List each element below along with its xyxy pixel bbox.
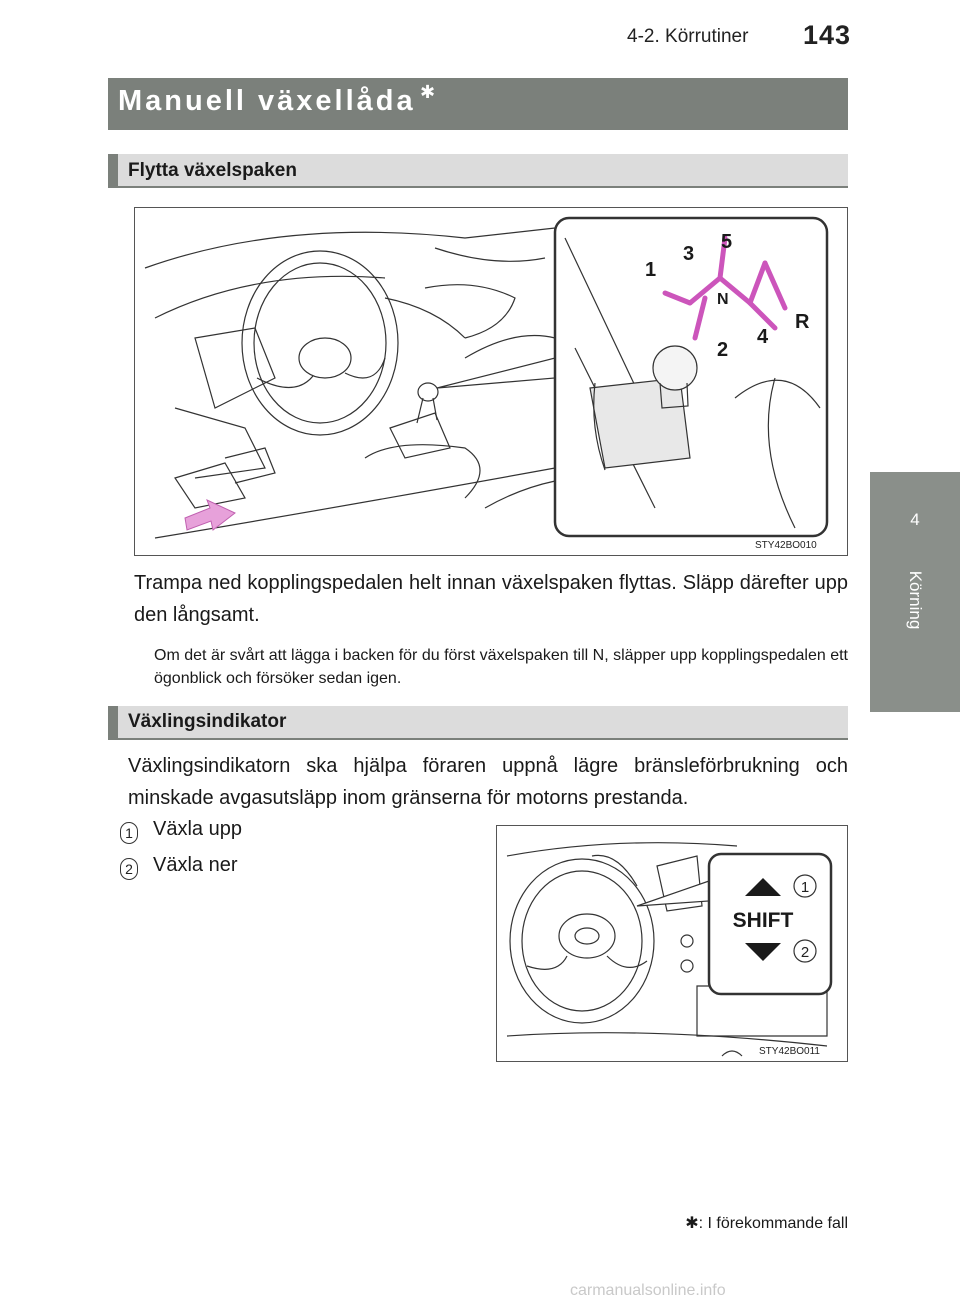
chapter-tab-number: 4 — [910, 510, 920, 529]
list-item: Växla ner — [153, 854, 238, 876]
section-label: 4-2. Körrutiner — [627, 26, 749, 47]
item-number-badge: 2 — [120, 858, 138, 880]
callout-1: 1 — [800, 879, 810, 896]
chapter-tab-label: Körning — [906, 570, 925, 630]
gear-label-4: 4 — [757, 326, 769, 348]
watermark: carmanualsonline.info — [570, 1282, 726, 1299]
gear-shift-drawing — [135, 208, 847, 555]
shift-indicator-illustration — [496, 825, 848, 1062]
section-heading: Flytta växelspaken — [128, 160, 297, 181]
item-number-badge: 1 — [120, 822, 138, 844]
list-item: Växla upp — [153, 818, 242, 840]
callout-2: 2 — [800, 944, 810, 961]
page-title: Manuell växellåda — [118, 85, 416, 117]
gear-label-5: 5 — [721, 231, 733, 253]
note-paragraph: Om det är svårt att lägga i backen för du först växelspaken till N, släpper upp kopplingspedalen ett ögonblick och försöker sedan igen. — [154, 647, 848, 687]
gear-label-2: 2 — [717, 339, 729, 361]
figure-code: STY42BO010 — [755, 540, 817, 551]
description-paragraph: Växlingsindikatorn ska hjälpa föraren uppnå lägre bränsleförbrukning och minskade avgasutsläpp inom gränserna för motorns prestanda. — [128, 755, 848, 809]
title-footnote-star: ✱ — [420, 82, 436, 102]
gear-label-3: 3 — [683, 243, 695, 265]
gear-label-r: R — [795, 311, 810, 333]
gear-label-n: N — [717, 291, 729, 308]
section-heading: Växlingsindikator — [128, 711, 287, 732]
page-number: 143 — [803, 20, 852, 50]
instruction-paragraph: Trampa ned kopplingspedalen helt innan växelspaken flyttas. Släpp därefter upp den långsamt. — [134, 572, 848, 626]
gear-label-1: 1 — [645, 259, 657, 281]
figure-code: STY42BO011 — [759, 1046, 820, 1057]
footnote: ✱: I förekommande fall — [685, 1215, 848, 1232]
shift-label: SHIFT — [732, 909, 794, 932]
shift-indicator-drawing — [497, 826, 847, 1061]
gear-shift-illustration — [134, 207, 848, 556]
